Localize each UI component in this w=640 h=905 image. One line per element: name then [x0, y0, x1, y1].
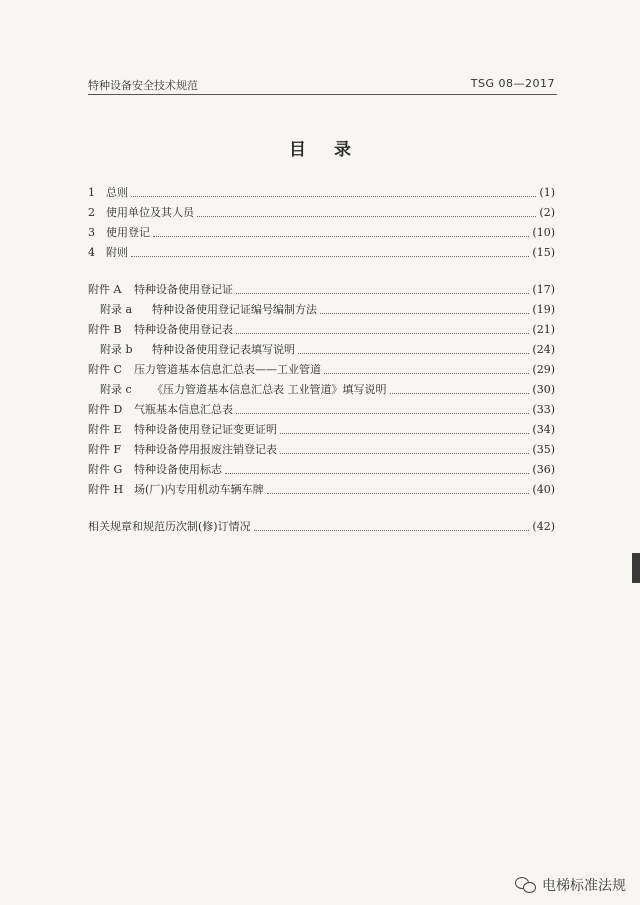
edge-mark: [632, 553, 640, 583]
toc-entry-page: (36): [532, 463, 555, 476]
toc-leader-dots: [298, 353, 529, 354]
toc-entry-label: 特种设备使用登记证编号编制方法: [152, 303, 317, 316]
toc-entry-number: 附件 B: [88, 323, 122, 336]
watermark-text: 电梯标准法规: [542, 878, 626, 894]
toc-entry[interactable]: [88, 242, 555, 260]
toc-entry-number: 附件 D: [88, 403, 123, 416]
toc-entry-label: 压力管道基本信息汇总表——工业管道: [134, 363, 321, 376]
page-title: 目录: [289, 140, 379, 160]
toc-leader-dots: [225, 473, 529, 474]
toc-entry-number: 2: [88, 206, 95, 219]
toc-entry[interactable]: [88, 222, 555, 240]
toc-leader-dots: [131, 256, 529, 257]
toc-leader-dots: [131, 196, 536, 197]
toc-entry[interactable]: [88, 399, 555, 417]
toc-entry-page: (34): [532, 423, 555, 436]
toc-entry[interactable]: [88, 319, 555, 337]
toc-leader-dots: [320, 313, 529, 314]
toc-entry-label: 总则: [106, 186, 128, 199]
toc-entry[interactable]: [88, 516, 555, 534]
toc-leader-dots: [280, 433, 529, 434]
toc-entry-page: (21): [532, 323, 555, 336]
toc-leader-dots: [324, 373, 529, 374]
toc-leader-dots: [197, 216, 536, 217]
toc-entry-page: (19): [532, 303, 555, 316]
toc-leader-dots: [280, 453, 529, 454]
toc-entry-label: 特种设备使用标志: [134, 463, 222, 476]
toc-entry-page: (1): [539, 186, 555, 199]
toc-entry-label: 场(厂)内专用机动车辆车牌: [134, 483, 264, 496]
toc-entry-label: 特种设备使用登记表: [134, 323, 233, 336]
toc-entry[interactable]: [88, 182, 555, 200]
toc-entry[interactable]: [88, 459, 555, 477]
page-header: [88, 74, 557, 95]
toc-entry[interactable]: [88, 279, 555, 297]
toc-leader-dots: [390, 393, 530, 394]
toc-entry-label: 特种设备停用报废注销登记表: [134, 443, 277, 456]
toc-entry-page: (33): [532, 403, 555, 416]
toc-entry-page: (10): [532, 226, 555, 239]
toc-entry-number: 附件 H: [88, 483, 124, 496]
toc-entry-label: 相关规章和规范历次制(修)订情况: [88, 520, 251, 533]
header-left: 特种设备安全技术规范: [88, 79, 198, 92]
toc-entry-number: 附录 a: [100, 303, 133, 316]
toc-entry-number: 4: [88, 246, 95, 259]
toc-entry-label: 特种设备使用登记证变更证明: [134, 423, 277, 436]
toc-entry-label: 附则: [106, 246, 128, 259]
toc-entry-page: (42): [532, 520, 555, 533]
toc-entry-number: 附件 E: [88, 423, 122, 436]
toc-leader-dots: [236, 293, 529, 294]
toc-leader-dots: [236, 333, 529, 334]
toc-entry[interactable]: [88, 299, 555, 317]
toc-entry-page: (40): [532, 483, 555, 496]
toc-entry[interactable]: [88, 339, 555, 357]
toc-entry-number: 附件 F: [88, 443, 122, 456]
wechat-icon: [515, 877, 537, 893]
toc-entry-number: 附件 A: [88, 283, 122, 296]
toc-entry[interactable]: [88, 439, 555, 457]
toc-entry-page: (29): [532, 363, 555, 376]
toc-entry-label: 特种设备使用登记证: [134, 283, 233, 296]
toc-entry-page: (17): [532, 283, 555, 296]
toc-entry[interactable]: [88, 419, 555, 437]
toc-entry-number: 1: [88, 186, 95, 199]
toc-entry-page: (30): [532, 383, 555, 396]
toc-entry[interactable]: [88, 359, 555, 377]
header-right: TSG 08—2017: [470, 77, 555, 90]
toc-entry-number: 附件 C: [88, 363, 122, 376]
toc-entry-number: 附录 c: [100, 383, 132, 396]
toc-leader-dots: [153, 236, 529, 237]
toc-leader-dots: [254, 530, 530, 531]
toc-entry-number: 附件 G: [88, 463, 123, 476]
toc-entry-label: 气瓶基本信息汇总表: [134, 403, 233, 416]
toc-entry-label: 使用登记: [106, 226, 150, 239]
toc-entry-page: (2): [539, 206, 555, 219]
watermark: [515, 875, 626, 895]
toc-entry[interactable]: [88, 202, 555, 220]
toc-leader-dots: [267, 493, 530, 494]
toc-entry-page: (15): [532, 246, 555, 259]
toc-entry-number: 3: [88, 226, 95, 239]
toc-entry-number: 附录 b: [100, 343, 133, 356]
toc-entry-page: (35): [532, 443, 555, 456]
toc-entry[interactable]: [88, 379, 555, 397]
toc-leader-dots: [236, 413, 529, 414]
toc-entry-label: 特种设备使用登记表填写说明: [152, 343, 295, 356]
toc-entry-label: 使用单位及其人员: [106, 206, 194, 219]
toc-entry-page: (24): [532, 343, 555, 356]
toc-entry[interactable]: [88, 479, 555, 497]
toc-entry-label: 《压力管道基本信息汇总表 工业管道》填写说明: [152, 383, 387, 396]
